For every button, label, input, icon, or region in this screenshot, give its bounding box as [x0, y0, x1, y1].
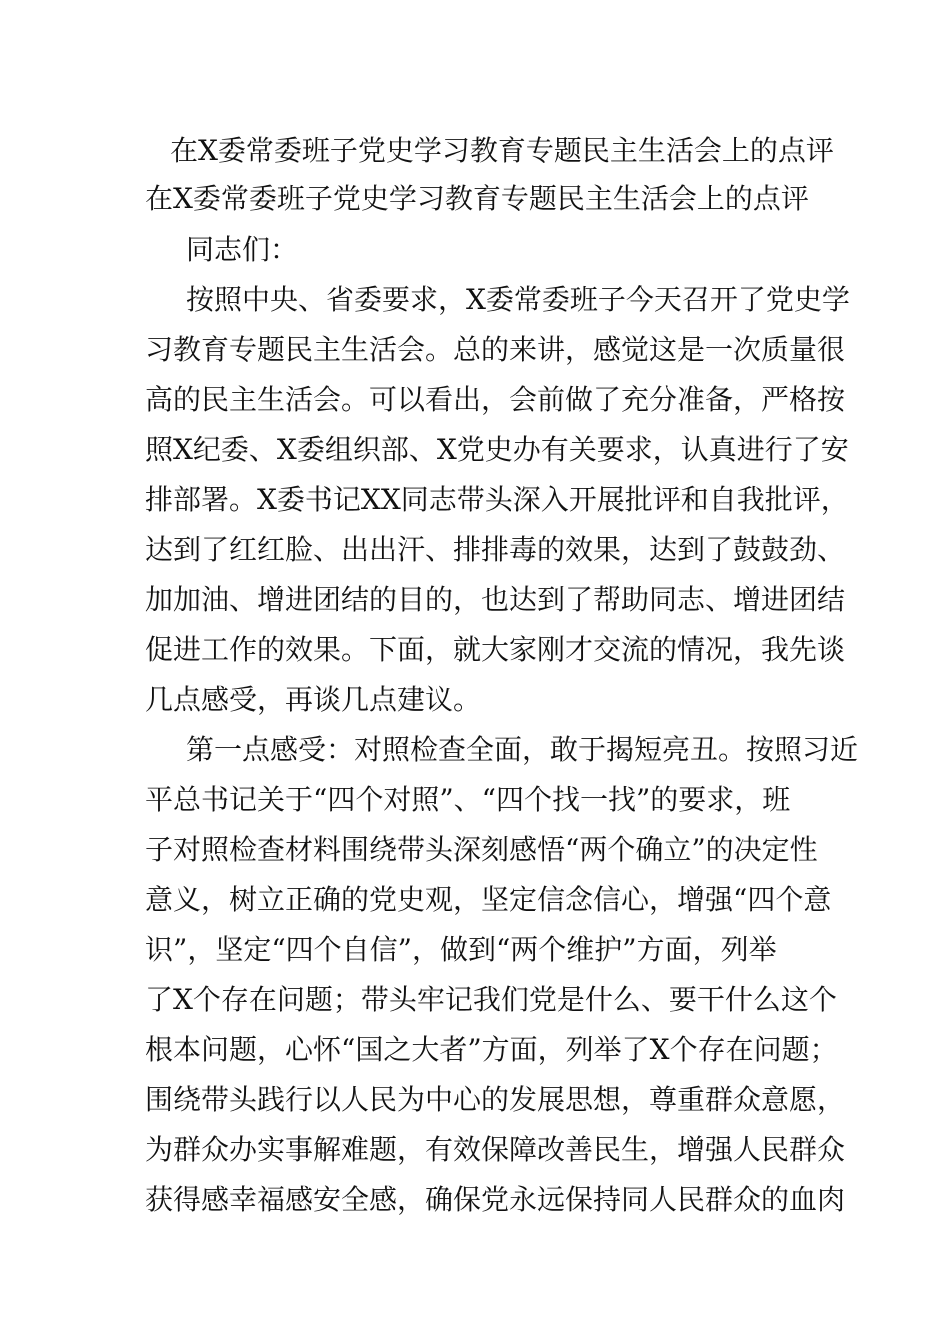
paragraph-line: 了X个存在问题；带头牢记我们党是什么、要干什么这个: [145, 983, 837, 1016]
paragraph-line: 识”，坚定“四个自信”，做到“两个维护”方面，列举: [145, 933, 777, 966]
paragraph-line: 平总书记关于“四个对照”、“四个找一找”的要求，班: [145, 783, 791, 816]
paragraph-line: 习教育专题民主生活会。总的来讲，感觉这是一次质量很: [145, 333, 846, 366]
paragraph-line: 第一点感受：对照检查全面，敢于揭短亮丑。按照习近: [186, 733, 859, 766]
paragraph-line: 促进工作的效果。下面，就大家刚才交流的情况，我先谈: [145, 633, 846, 666]
paragraph-line: 几点感受，再谈几点建议。: [145, 683, 482, 716]
paragraph-line: 围绕带头践行以人民为中心的发展思想，尊重群众意愿，: [145, 1083, 846, 1116]
document-title-line-2: 在X委常委班子党史学习教育专题民主生活会上的点评: [145, 182, 809, 215]
paragraph-line: 达到了红红脸、出出汗、排排毒的效果，达到了鼓鼓劲、: [145, 533, 846, 566]
paragraph-line: 照X纪委、X委组织部、X党史办有关要求，认真进行了安: [145, 433, 849, 466]
paragraph-line: 为群众办实事解难题，有效保障改善民生，增强人民群众: [145, 1133, 846, 1166]
paragraph-line: 根本问题，心怀“国之大者”方面，列举了X个存在问题；: [145, 1033, 838, 1066]
paragraph-line: 排部署。X委书记XX同志带头深入开展批评和自我批评，: [145, 483, 849, 516]
paragraph-line: 意义，树立正确的党史观，坚定信念信心，增强“四个意: [145, 883, 832, 916]
paragraph-line: 获得感幸福感安全感，确保党永远保持同人民群众的血肉: [145, 1183, 846, 1216]
document-title-line-1: 在X委常委班子党史学习教育专题民主生活会上的点评: [170, 134, 834, 167]
paragraph-line: 高的民主生活会。可以看出，会前做了充分准备，严格按: [145, 383, 846, 416]
paragraph-line: 加加油、增进团结的目的，也达到了帮助同志、增进团结: [145, 583, 846, 616]
salutation: 同志们：: [186, 233, 299, 266]
paragraph-line: 按照中央、省委要求，X委常委班子今天召开了党史学: [186, 283, 850, 316]
paragraph-line: 子对照检查材料围绕带头深刻感悟“两个确立”的决定性: [145, 833, 818, 866]
